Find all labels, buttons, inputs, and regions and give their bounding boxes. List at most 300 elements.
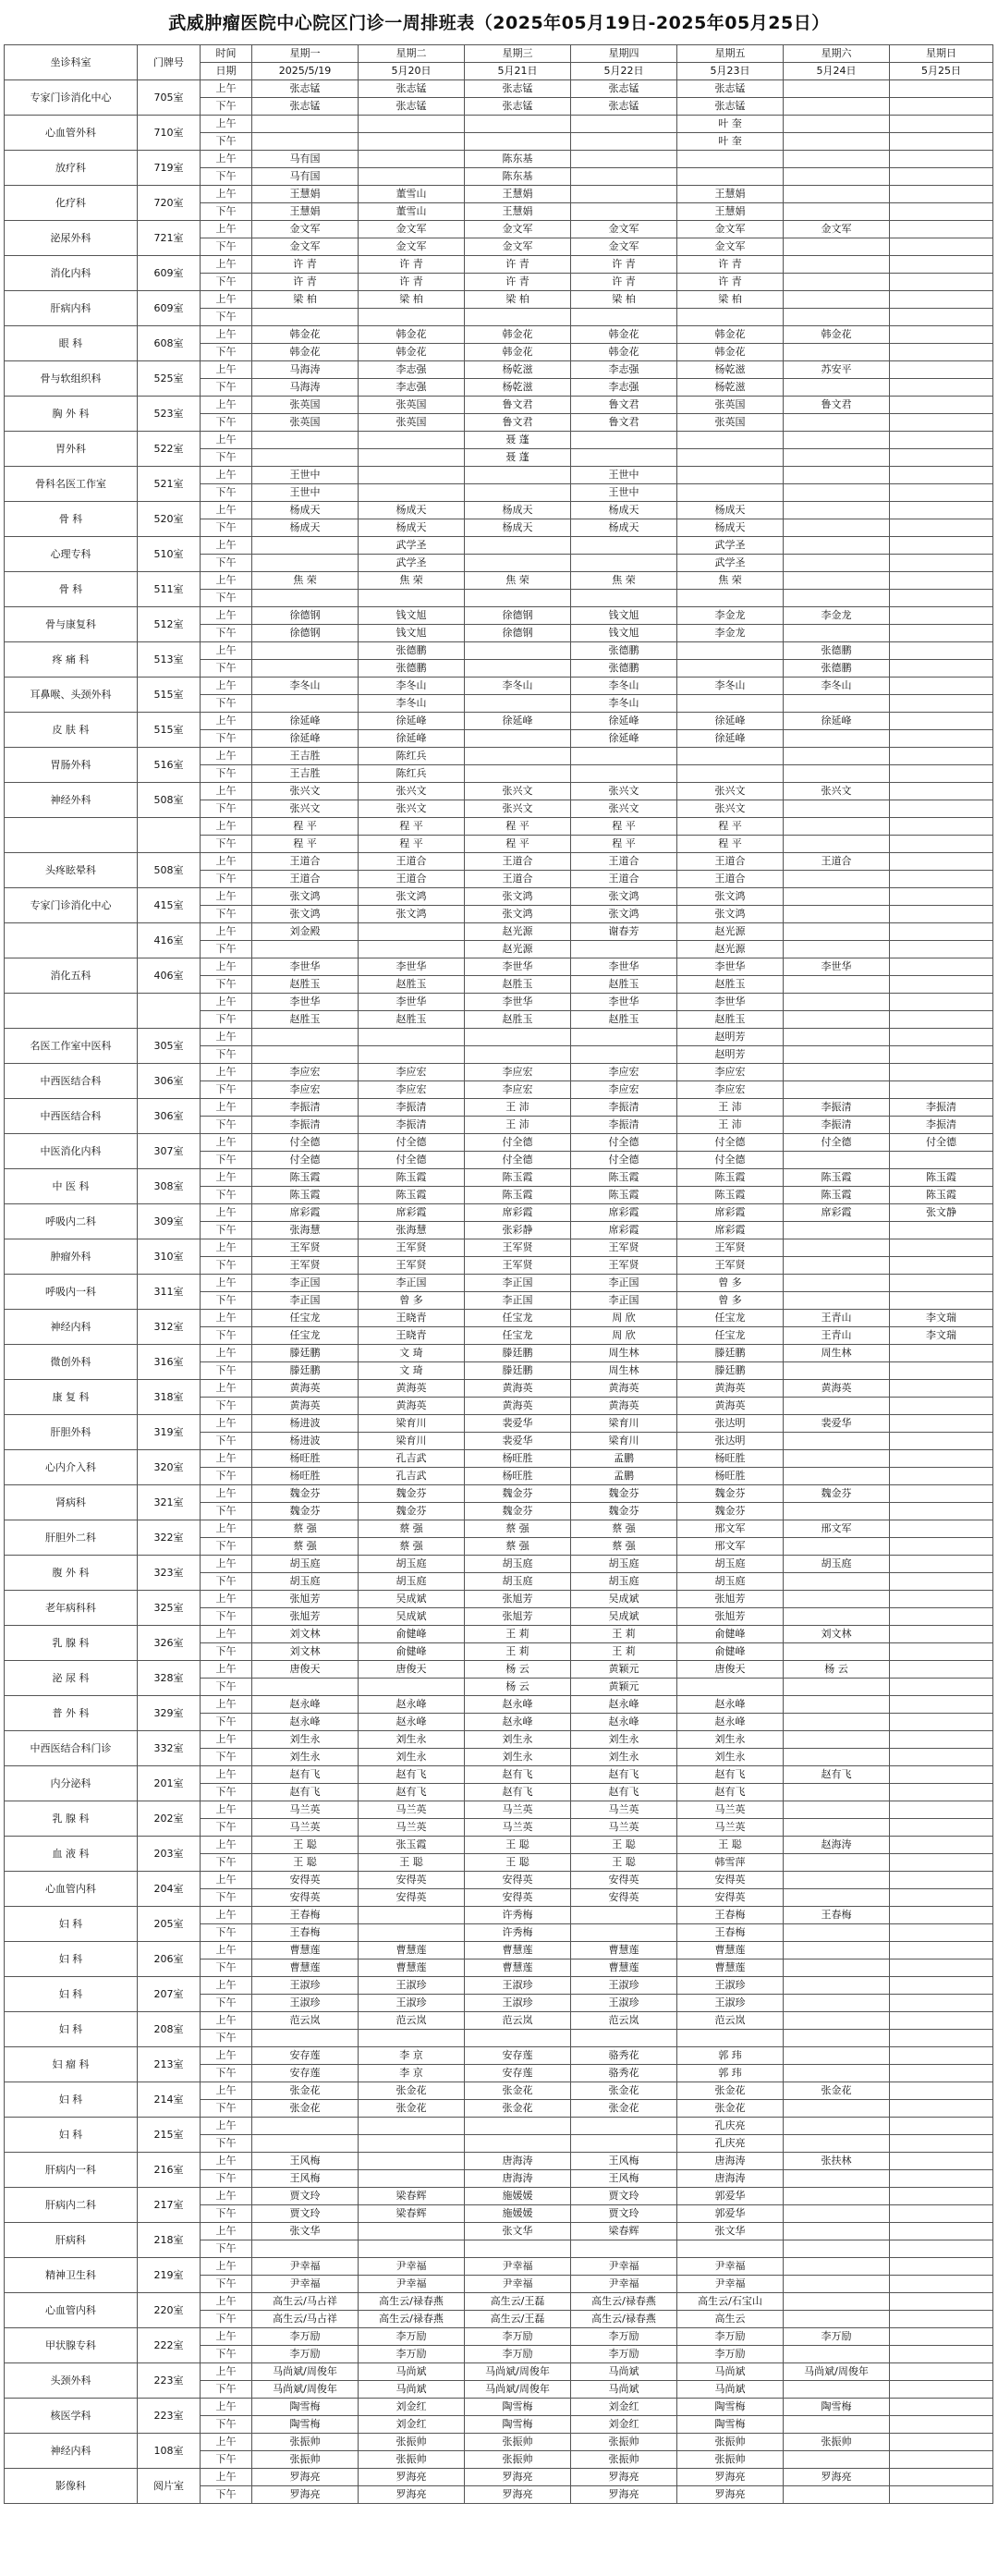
- doctor-cell: [465, 133, 571, 151]
- doctor-cell: 韩金花: [571, 344, 677, 361]
- doctor-cell: 焦 荣: [252, 572, 359, 590]
- doctor-cell: 鲁文君: [571, 397, 677, 414]
- slot-label: 下午: [201, 168, 252, 186]
- room-cell: [138, 994, 201, 1029]
- doctor-cell: 杨成天: [252, 502, 359, 519]
- slot-label: 上午: [201, 1275, 252, 1292]
- room-cell: 508室: [138, 853, 201, 888]
- doctor-cell: 李世华: [677, 958, 784, 976]
- doctor-cell: 杨旺胜: [252, 1468, 359, 1485]
- doctor-cell: 曹慧莲: [252, 1942, 359, 1959]
- slot-label: 下午: [201, 555, 252, 572]
- schedule-row-am: [5, 1520, 993, 1538]
- doctor-cell: [677, 1679, 784, 1696]
- doctor-cell: 李万励: [465, 2346, 571, 2363]
- room-cell: 217室: [138, 2188, 201, 2223]
- doctor-cell: 杨旺胜: [465, 1450, 571, 1468]
- schedule-row-am: [5, 1556, 993, 1573]
- doctor-cell: 王淑珍: [677, 1995, 784, 2012]
- doctor-cell: 王慧娟: [252, 186, 359, 203]
- doctor-cell: 王晓青: [359, 1327, 465, 1345]
- doctor-cell: 高生云: [677, 2311, 784, 2328]
- doctor-cell: 陈东基: [465, 168, 571, 186]
- doctor-cell: 梁育川: [571, 1415, 677, 1433]
- schedule-row-am: [5, 2293, 993, 2311]
- doctor-cell: 赵有飞: [465, 1784, 571, 1801]
- schedule-row-am: [5, 1169, 993, 1187]
- doctor-cell: 王道合: [784, 853, 890, 871]
- doctor-cell: 安得英: [677, 1889, 784, 1907]
- dept-cell: 疼 痛 科: [5, 642, 138, 678]
- doctor-cell: 陈玉霞: [784, 1169, 890, 1187]
- room-cell: 219室: [138, 2258, 201, 2293]
- doctor-cell: 胡玉庭: [359, 1556, 465, 1573]
- doctor-cell: 杨成天: [677, 502, 784, 519]
- doctor-cell: 黄海英: [359, 1398, 465, 1415]
- doctor-cell: 黄海英: [465, 1380, 571, 1398]
- doctor-cell: 陈玉霞: [571, 1187, 677, 1204]
- doctor-cell: 蔡 强: [359, 1520, 465, 1538]
- doctor-cell: 聂 蓬: [465, 449, 571, 467]
- room-cell: 525室: [138, 361, 201, 397]
- doctor-cell: 王道合: [359, 871, 465, 888]
- schedule-row-am: [5, 572, 993, 590]
- slot-label: 下午: [201, 2030, 252, 2047]
- doctor-cell: 陈玉霞: [252, 1169, 359, 1187]
- doctor-cell: [890, 2276, 993, 2293]
- slot-label: 上午: [201, 713, 252, 730]
- doctor-cell: 蔡 强: [571, 1520, 677, 1538]
- doctor-cell: [784, 695, 890, 713]
- doctor-cell: 张振帅: [784, 2434, 890, 2451]
- doctor-cell: [465, 116, 571, 133]
- doctor-cell: [784, 1239, 890, 1257]
- doctor-cell: 马兰英: [677, 1801, 784, 1819]
- doctor-cell: [465, 730, 571, 748]
- doctor-cell: [571, 1046, 677, 1064]
- doctor-cell: 张振帅: [359, 2434, 465, 2451]
- doctor-cell: 付全德: [252, 1152, 359, 1169]
- room-cell: 608室: [138, 326, 201, 361]
- dept-cell: 妇 科: [5, 2012, 138, 2047]
- doctor-cell: 高生云/马占祥: [252, 2311, 359, 2328]
- dept-cell: 微创外科: [5, 1345, 138, 1380]
- doctor-cell: [784, 941, 890, 958]
- doctor-cell: 王淑珍: [252, 1995, 359, 2012]
- doctor-cell: [784, 1977, 890, 1995]
- dept-cell: 肝病内科: [5, 291, 138, 326]
- dept-cell: 消化五科: [5, 958, 138, 994]
- doctor-cell: 张振帅: [677, 2434, 784, 2451]
- schedule-row-am: [5, 1661, 993, 1679]
- doctor-cell: 李正国: [359, 1275, 465, 1292]
- doctor-cell: 李正国: [465, 1292, 571, 1310]
- room-cell: 203室: [138, 1837, 201, 1872]
- doctor-cell: 徐延峰: [677, 730, 784, 748]
- doctor-cell: 李文瑞: [890, 1310, 993, 1327]
- doctor-cell: 俞健峰: [359, 1626, 465, 1643]
- doctor-cell: 张文华: [252, 2223, 359, 2240]
- doctor-cell: 杨成天: [571, 502, 677, 519]
- doctor-cell: 张振帅: [252, 2451, 359, 2469]
- slot-label: 下午: [201, 836, 252, 853]
- doctor-cell: 鲁文君: [571, 414, 677, 432]
- doctor-cell: [890, 590, 993, 607]
- doctor-cell: [359, 1029, 465, 1046]
- doctor-cell: [359, 2170, 465, 2188]
- schedule-row-am: [5, 256, 993, 274]
- doctor-cell: 邢文军: [677, 1538, 784, 1556]
- doctor-cell: [465, 309, 571, 326]
- doctor-cell: 李世华: [359, 958, 465, 976]
- doctor-cell: 马兰英: [571, 1801, 677, 1819]
- slot-label: 下午: [201, 1292, 252, 1310]
- doctor-cell: 刘金殿: [252, 923, 359, 941]
- doctor-cell: [784, 1591, 890, 1608]
- room-cell: 415室: [138, 888, 201, 923]
- doctor-cell: [359, 432, 465, 449]
- doctor-cell: [784, 116, 890, 133]
- doctor-cell: 程 平: [465, 836, 571, 853]
- doctor-cell: 曹慧莲: [677, 1959, 784, 1977]
- room-cell: 305室: [138, 1029, 201, 1064]
- doctor-cell: [784, 836, 890, 853]
- schedule-row-am: [5, 888, 993, 906]
- dept-cell: 专家门诊消化中心: [5, 80, 138, 116]
- header-date: 5月22日: [571, 63, 677, 80]
- doctor-cell: 李应宏: [677, 1064, 784, 1081]
- doctor-cell: [571, 432, 677, 449]
- slot-label: 上午: [201, 116, 252, 133]
- doctor-cell: [784, 1029, 890, 1046]
- schedule-row-am: [5, 748, 993, 765]
- doctor-cell: 陈东基: [465, 151, 571, 168]
- slot-label: 上午: [201, 361, 252, 379]
- dept-cell: 腹 外 科: [5, 1556, 138, 1591]
- doctor-cell: 马有国: [252, 151, 359, 168]
- doctor-cell: [784, 2065, 890, 2082]
- room-cell: 321室: [138, 1485, 201, 1520]
- doctor-cell: 张英国: [677, 414, 784, 432]
- doctor-cell: 梁 柏: [252, 291, 359, 309]
- slot-label: 下午: [201, 765, 252, 783]
- doctor-cell: [890, 2311, 993, 2328]
- doctor-cell: [890, 2170, 993, 2188]
- doctor-cell: [890, 572, 993, 590]
- doctor-cell: [465, 1046, 571, 1064]
- doctor-cell: 高生云/王磊: [465, 2293, 571, 2311]
- slot-label: 上午: [201, 537, 252, 555]
- doctor-cell: [784, 1801, 890, 1819]
- room-cell: 206室: [138, 1942, 201, 1977]
- doctor-cell: [465, 2118, 571, 2135]
- doctor-cell: [890, 414, 993, 432]
- doctor-cell: 李 京: [359, 2047, 465, 2065]
- doctor-cell: 尹幸福: [571, 2258, 677, 2276]
- doctor-cell: [784, 1503, 890, 1520]
- schedule-row-am: [5, 326, 993, 344]
- dept-cell: 泌尿外科: [5, 221, 138, 256]
- doctor-cell: 张金花: [465, 2082, 571, 2100]
- dept-cell: 普 外 科: [5, 1696, 138, 1731]
- doctor-cell: 张英国: [359, 397, 465, 414]
- doctor-cell: [359, 2030, 465, 2047]
- dept-cell: 肝胆外二科: [5, 1520, 138, 1556]
- doctor-cell: 王道合: [465, 871, 571, 888]
- doctor-cell: 张文鸿: [677, 906, 784, 923]
- doctor-cell: 陶雪梅: [677, 2399, 784, 2416]
- doctor-cell: [890, 2381, 993, 2399]
- doctor-cell: [890, 1152, 993, 1169]
- doctor-cell: 蔡 强: [359, 1538, 465, 1556]
- doctor-cell: [784, 1081, 890, 1099]
- doctor-cell: 任宝龙: [677, 1310, 784, 1327]
- doctor-cell: [784, 2030, 890, 2047]
- doctor-cell: 陈玉霞: [465, 1169, 571, 1187]
- doctor-cell: [784, 1942, 890, 1959]
- doctor-cell: 付全德: [571, 1152, 677, 1169]
- doctor-cell: 胡玉庭: [677, 1573, 784, 1591]
- slot-label: 下午: [201, 1152, 252, 1169]
- dept-cell: 中西医结合科: [5, 1099, 138, 1134]
- dept-cell: 妇 科: [5, 1907, 138, 1942]
- doctor-cell: [359, 2240, 465, 2258]
- room-cell: 204室: [138, 1872, 201, 1907]
- doctor-cell: [890, 221, 993, 238]
- doctor-cell: [784, 1889, 890, 1907]
- doctor-cell: [784, 186, 890, 203]
- doctor-cell: 黄颖元: [571, 1679, 677, 1696]
- room-cell: 220室: [138, 2293, 201, 2328]
- doctor-cell: 杨乾滋: [465, 379, 571, 397]
- slot-label: 上午: [201, 221, 252, 238]
- dept-cell: 肝病内一科: [5, 2153, 138, 2188]
- schedule-row-am: [5, 2223, 993, 2240]
- doctor-cell: 张振帅: [571, 2451, 677, 2469]
- doctor-cell: 王 沛: [465, 1117, 571, 1134]
- doctor-cell: 蔡 强: [465, 1538, 571, 1556]
- doctor-cell: 韩金花: [465, 326, 571, 344]
- doctor-cell: [252, 1046, 359, 1064]
- slot-label: 上午: [201, 1556, 252, 1573]
- slot-label: 下午: [201, 1011, 252, 1029]
- doctor-cell: [571, 555, 677, 572]
- doctor-cell: 刘生永: [252, 1731, 359, 1749]
- dept-cell: 骨 科: [5, 502, 138, 537]
- doctor-cell: 张文鸿: [252, 888, 359, 906]
- schedule-row-am: [5, 2153, 993, 2170]
- doctor-cell: 黄海英: [571, 1380, 677, 1398]
- doctor-cell: 王 莉: [571, 1643, 677, 1661]
- doctor-cell: 赵永峰: [465, 1696, 571, 1714]
- doctor-cell: 梁育川: [359, 1433, 465, 1450]
- schedule-row-am: [5, 2012, 993, 2030]
- doctor-cell: [784, 2346, 890, 2363]
- slot-label: 下午: [201, 2486, 252, 2504]
- doctor-cell: [890, 1520, 993, 1538]
- dept-cell: 骨 科: [5, 572, 138, 607]
- doctor-cell: 王道合: [359, 853, 465, 871]
- doctor-cell: [890, 1872, 993, 1889]
- doctor-cell: [890, 2188, 993, 2205]
- header-weekday: 星期六: [784, 45, 890, 63]
- doctor-cell: [784, 98, 890, 116]
- doctor-cell: 张金花: [252, 2082, 359, 2100]
- doctor-cell: 席彩霞: [571, 1204, 677, 1222]
- schedule-row-am: [5, 1134, 993, 1152]
- doctor-cell: [784, 256, 890, 274]
- doctor-cell: 张旭芳: [465, 1608, 571, 1626]
- doctor-cell: [677, 2240, 784, 2258]
- doctor-cell: 罗海亮: [677, 2469, 784, 2486]
- dept-cell: 妇 科: [5, 2118, 138, 2153]
- doctor-cell: 赵海涛: [784, 1837, 890, 1854]
- doctor-cell: 唐海涛: [677, 2170, 784, 2188]
- doctor-cell: 许 青: [571, 274, 677, 291]
- slot-label: 上午: [201, 572, 252, 590]
- header-dept: 坐诊科室: [5, 45, 138, 80]
- doctor-cell: 范云岚: [252, 2012, 359, 2030]
- doctor-cell: 郭 玮: [677, 2047, 784, 2065]
- doctor-cell: [890, 1766, 993, 1784]
- doctor-cell: 胡玉庭: [252, 1556, 359, 1573]
- doctor-cell: 滕廷鹏: [677, 1345, 784, 1362]
- schedule-row-am: [5, 2188, 993, 2205]
- doctor-cell: [465, 660, 571, 678]
- doctor-cell: [890, 256, 993, 274]
- doctor-cell: 李正国: [252, 1292, 359, 1310]
- doctor-cell: 付全德: [571, 1134, 677, 1152]
- doctor-cell: 陈红兵: [359, 765, 465, 783]
- doctor-cell: [359, 133, 465, 151]
- doctor-cell: 焦 荣: [571, 572, 677, 590]
- doctor-cell: 武学圣: [677, 555, 784, 572]
- doctor-cell: 李金龙: [784, 607, 890, 625]
- dept-cell: 血 液 科: [5, 1837, 138, 1872]
- doctor-cell: [784, 1819, 890, 1837]
- doctor-cell: 武学圣: [359, 555, 465, 572]
- doctor-cell: [890, 1696, 993, 1714]
- doctor-cell: [571, 309, 677, 326]
- doctor-cell: 陶雪梅: [252, 2399, 359, 2416]
- doctor-cell: [465, 2135, 571, 2153]
- doctor-cell: 李万励: [252, 2346, 359, 2363]
- schedule-row-am: [5, 1450, 993, 1468]
- slot-label: 上午: [201, 1801, 252, 1819]
- doctor-cell: 李文瑞: [890, 1327, 993, 1345]
- doctor-cell: [890, 1679, 993, 1696]
- slot-label: 上午: [201, 1485, 252, 1503]
- dept-cell: 内分泌科: [5, 1766, 138, 1801]
- slot-label: 上午: [201, 467, 252, 484]
- doctor-cell: 曾 多: [677, 1275, 784, 1292]
- doctor-cell: [890, 1907, 993, 1924]
- doctor-cell: 刘文林: [252, 1643, 359, 1661]
- doctor-cell: 王军贤: [465, 1239, 571, 1257]
- doctor-cell: 刘生永: [252, 1749, 359, 1766]
- slot-label: 下午: [201, 1187, 252, 1204]
- doctor-cell: [890, 1468, 993, 1485]
- doctor-cell: 孟鹏: [571, 1450, 677, 1468]
- doctor-cell: [784, 203, 890, 221]
- doctor-cell: [571, 2030, 677, 2047]
- doctor-cell: 安得英: [359, 1889, 465, 1907]
- doctor-cell: 杨旺胜: [677, 1450, 784, 1468]
- doctor-cell: [890, 1380, 993, 1398]
- doctor-cell: [890, 730, 993, 748]
- doctor-cell: 安得英: [252, 1872, 359, 1889]
- doctor-cell: [252, 537, 359, 555]
- slot-label: 下午: [201, 414, 252, 432]
- doctor-cell: [784, 1643, 890, 1661]
- doctor-cell: 郭爱华: [677, 2205, 784, 2223]
- doctor-cell: 张振帅: [465, 2434, 571, 2451]
- doctor-cell: 李万励: [571, 2346, 677, 2363]
- doctor-cell: 赵永峰: [359, 1696, 465, 1714]
- doctor-cell: 许 青: [359, 256, 465, 274]
- schedule-row-am: [5, 1731, 993, 1749]
- doctor-cell: 任宝龙: [252, 1310, 359, 1327]
- slot-label: 上午: [201, 1169, 252, 1187]
- slot-label: 下午: [201, 1573, 252, 1591]
- doctor-cell: 曹慧莲: [571, 1942, 677, 1959]
- doctor-cell: [890, 1011, 993, 1029]
- doctor-cell: 孔吉武: [359, 1468, 465, 1485]
- schedule-row-am: [5, 678, 993, 695]
- doctor-cell: 张扶林: [784, 2153, 890, 2170]
- slot-label: 上午: [201, 958, 252, 976]
- doctor-cell: [784, 2451, 890, 2469]
- slot-label: 下午: [201, 1046, 252, 1064]
- doctor-cell: [465, 537, 571, 555]
- doctor-cell: 陈玉霞: [359, 1187, 465, 1204]
- doctor-cell: 李应宏: [465, 1064, 571, 1081]
- doctor-cell: [359, 2153, 465, 2170]
- doctor-cell: 许 青: [252, 256, 359, 274]
- doctor-cell: 程 平: [359, 818, 465, 836]
- doctor-cell: [784, 2170, 890, 2188]
- header-weekday: 星期一: [252, 45, 359, 63]
- doctor-cell: 付全德: [359, 1134, 465, 1152]
- doctor-cell: [571, 449, 677, 467]
- doctor-cell: 李 京: [359, 2065, 465, 2082]
- doctor-cell: 赵有飞: [359, 1766, 465, 1784]
- doctor-cell: 鲁文君: [784, 397, 890, 414]
- doctor-cell: 郭 玮: [677, 2065, 784, 2082]
- slot-label: 下午: [201, 1468, 252, 1485]
- doctor-cell: 王道合: [571, 871, 677, 888]
- doctor-cell: [890, 1714, 993, 1731]
- doctor-cell: [465, 484, 571, 502]
- doctor-cell: 张金花: [465, 2100, 571, 2118]
- doctor-cell: [890, 1503, 993, 1520]
- doctor-cell: 王世中: [252, 484, 359, 502]
- slot-label: 下午: [201, 1889, 252, 1907]
- doctor-cell: 胡玉庭: [571, 1556, 677, 1573]
- doctor-cell: 王淑珍: [571, 1995, 677, 2012]
- doctor-cell: 马尚斌: [677, 2363, 784, 2381]
- doctor-cell: [890, 1081, 993, 1099]
- schedule-row-am: [5, 1766, 993, 1784]
- doctor-cell: 尹幸福: [252, 2258, 359, 2276]
- slot-label: 上午: [201, 1029, 252, 1046]
- doctor-cell: 张旭芳: [252, 1608, 359, 1626]
- slot-label: 下午: [201, 484, 252, 502]
- doctor-cell: 马尚斌: [359, 2363, 465, 2381]
- doctor-cell: 陈玉霞: [677, 1169, 784, 1187]
- doctor-cell: 王军贤: [359, 1239, 465, 1257]
- doctor-cell: [890, 1450, 993, 1468]
